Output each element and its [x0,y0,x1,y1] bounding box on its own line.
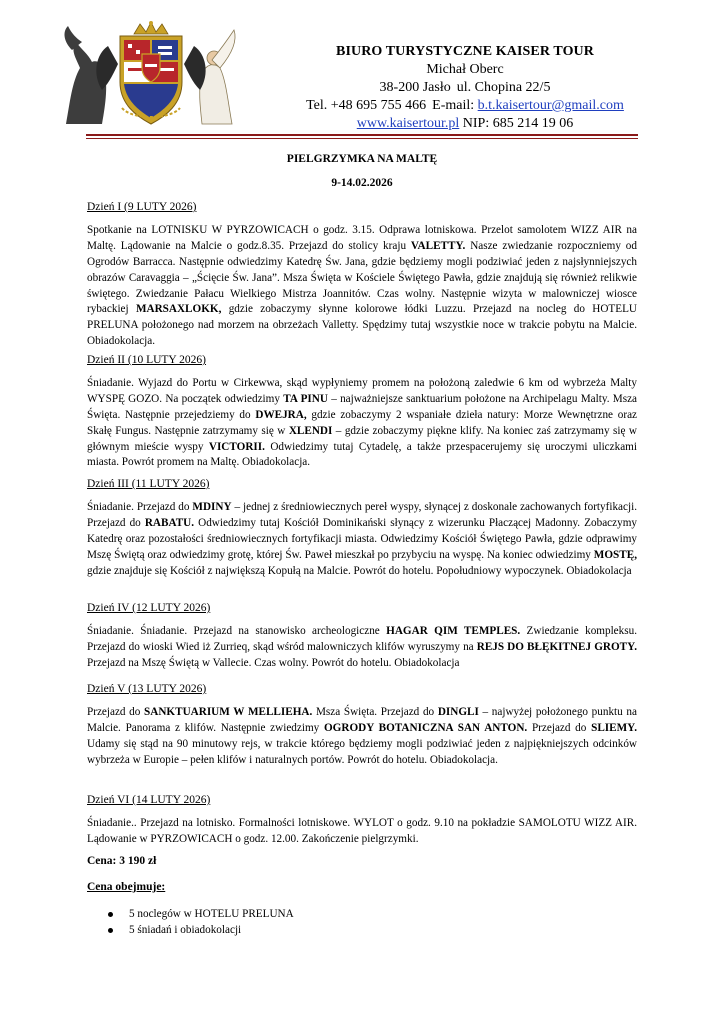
bullet-icon [108,912,113,917]
day-section [87,682,637,769]
day-description: Śniadanie. Śniadanie. Przejazd na stanowisko archeologiczne HAGAR QIM TEMPLES. Zwiedzanie kompleksu. Przejazd do wioski Wied iż Zurrieq, skąd wśród malowniczych klifów wyruszymy na REJS DO BŁĘKITNEJ GROTY. Przejazd na Mszę Świętą w Vallecie. Czas wolny. Powrót do hotelu. Obiadokolacja [87,624,637,669]
day-description: Śniadanie. Przejazd do MDINY – jednej z średniowiecznych pereł wyspy, słynącej z doskonale zachowanych fortyfikacji. Przejazd do RABATU. Odwiedzimy tutaj Kościół Dominikański słynący z wizerunku Płaczącej Madonny. Zobaczymy Katedrę oraz pozostałości średniowiecznych fortyfikacji miasta. Odwiedzimy Kościół Świętego Pawła, gdzie odprawimy Mszę Świętą oraz odwiedzimy grotę, której Św. Paweł mieszkał po przybyciu na wyspę. Na koniec odwiedzimy MOSTĘ, gdzie znajduje się Kościół z największą Kopułą na Malcie. Powrót do hotelu. Popołudniowy wypoczynek. Obiadokolacja [87,500,637,577]
day-section [87,601,637,672]
day-section [87,477,637,579]
day-heading: Dzień II (10 LUTY 2026) [87,354,207,366]
header-divider-thin [86,138,638,139]
company-name: BIURO TURYSTYCZNE KAISER TOUR [336,44,594,59]
email-link[interactable]: b.t.kaisertour@gmail.com [477,98,624,113]
phone-number: Tel. +48 695 755 466 [306,98,427,113]
company-header [250,43,680,133]
owner-name: Michał Oberc [426,62,504,77]
day-section [87,353,637,471]
list-item: 5 śniadań i obiadokolacji [108,922,294,938]
day-heading: Dzień I (9 LUTY 2026) [87,201,197,213]
website-line [250,115,680,133]
company-address [250,79,680,97]
day-heading: Dzień V (13 LUTY 2026) [87,683,207,695]
day-description: Śniadanie. Wyjazd do Portu w Cirkewwa, skąd wypłyniemy promem na położoną zaledwie 6 km od wybrzeża Malty WYSPĘ GOZO. Na początek odwiedzimy TA PINU – najważniejsze sanktuarium położone na Archipelagu Malty. Msza Święta. Następnie przejedziemy do DWEJRA, gdzie zobaczymy 2 wspaniałe dzieła natury: Morze Wewnętrzne oraz Skałę Fungus. Następnie zatrzymamy się w XLENDI – gdzie zobaczymy piękne klify. Na koniec zaś zatrzymamy się w głównym mieście wyspy VICTORII. Odwiedzimy tutaj Cytadelę, a także przespacerujemy się uroczymi uliczkami miasta. Powrót promem na Maltę. Obiadokolacja. [87,376,637,469]
day-section [87,793,637,848]
website-link[interactable]: www.kaisertour.pl [356,116,460,131]
address-city: 38-200 Jasło [379,80,451,95]
day-heading: Dzień VI (14 LUTY 2026) [87,794,211,806]
day-description: Śniadanie.. Przejazd na lotnisko. Formalności lotniskowe. WYLOT o godz. 9.10 na pokładzie SAMOLOTU WIZZ AIR. Lądowanie w PYRZOWICACH o godz. 12.00. Zakończenie pielgrzymki. [87,816,637,845]
address-street: ul. Chopina 22/5 [456,80,551,95]
nip-number: NIP: 685 214 19 06 [462,116,574,131]
list-item: 5 noclegów w HOTELU PRELUNA [108,906,294,922]
day-description: Spotkanie na LOTNISKU W PYRZOWICACH o godz. 3.15. Odprawa lotniskowa. Przelot samolotem WIZZ AIR na Maltę. Lądowanie na Malcie o godz.8.35. Przejazd do stolicy kraju VALETTY. Nasze zwiedzanie rozpoczniemy od Ogrodów Barracca. Następnie odwiedzimy Katedrę Św. Jana, gdzie będziemy mogli podziwiać jeden z najsłynniejszych obrazów Caravaggia – „Ścięcie Św. Jana”. Msza Święta w Kościele Świętego Pawła, gdzie znajdują się również relikwie świętego. Zwiedzanie Pałacu Wielkiego Mistrza Joannitów. Czas wolny. Następnie wizyta w malowniczej wiosce rybackiej MARSAXLOKK, gdzie zobaczymy słynne kolorowe łódki Luzzu. Przejazd na nocleg do HOTELU PRELUNA położonego nad morzem na obrzeżach Valletty. Spędzimy tutaj wszystkie noce w trakcie pobytu na Malcie. Obiadokolacja. [87,223,637,348]
price: Cena: 3 190 zł [87,855,157,867]
email-label: E-mail: [432,98,475,113]
day-section [87,200,637,350]
day-heading: Dzień IV (12 LUTY 2026) [87,602,211,614]
includes-list [108,906,294,938]
contact-line [250,97,680,115]
bullet-icon [108,928,113,933]
double-headed-eagle-coat-of-arms-icon [62,20,240,132]
trip-dates: 9-14.02.2026 [331,177,393,189]
header-divider [86,134,638,136]
day-heading: Dzień III (11 LUTY 2026) [87,478,210,490]
price-includes-heading: Cena obejmuje: [87,881,166,893]
document-title: PIELGRZYMKA NA MALTĘ [286,153,438,165]
day-description: Przejazd do SANKTUARIUM W MELLIEHA. Msza Święta. Przejazd do DINGLI – najwyżej położonego punktu na Malcie. Panorama z klifów. Następnie zwiedzimy OGRODY BOTANICZNA SAN ANTON. Przejazd do SLIEMY. Udamy się stąd na 90 minutowy rejs, w trakcie którego będziemy mogli podziwiać jeden z najpiękniejszych odcinków wybrzeża w Europie – pełen klifów i naturalnych portów. Powrót do hotelu. Obiadokolacja. [87,705,638,766]
